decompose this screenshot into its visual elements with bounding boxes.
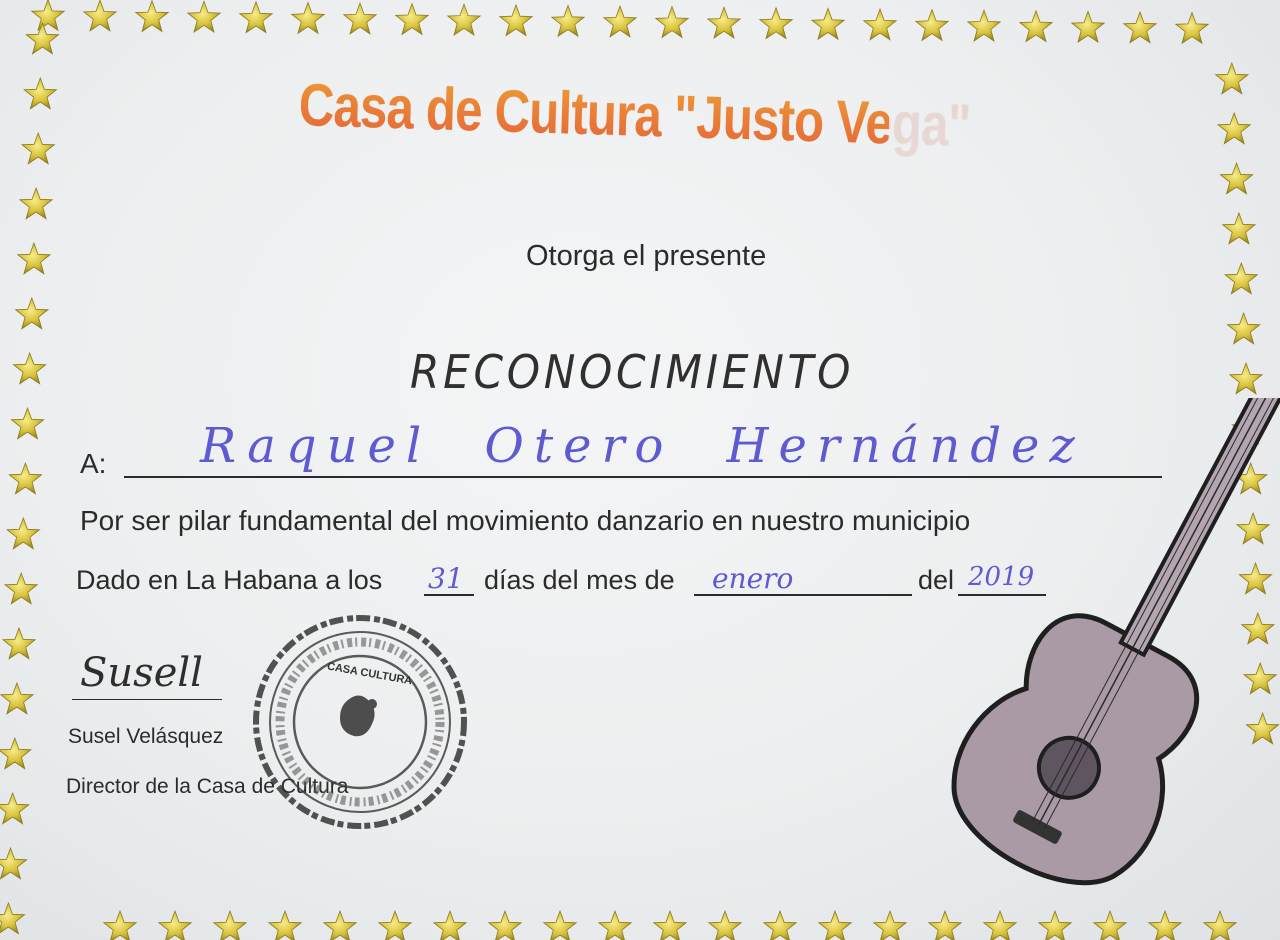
gold-star-icon xyxy=(7,518,39,549)
gold-star-icon xyxy=(0,738,31,769)
gold-star-icon xyxy=(448,4,480,35)
gold-star-icon xyxy=(24,78,56,109)
gold-star-icon xyxy=(0,848,27,879)
gold-star-icon xyxy=(1072,11,1104,42)
certificate-heading: RECONOCIMIENTO xyxy=(410,345,855,399)
gold-star-icon xyxy=(32,0,64,30)
gold-star-icon xyxy=(11,408,43,439)
gold-star-icon xyxy=(0,903,25,934)
reason-text: Por ser pilar fundamental del movimiento danzario en nuestro municipio xyxy=(80,505,971,536)
gold-star-icon xyxy=(1228,313,1260,344)
gold-star-icon xyxy=(1020,11,1052,42)
gold-star-icon xyxy=(240,2,272,33)
recipient-label: A: xyxy=(80,448,107,479)
gold-star-icon xyxy=(1230,363,1262,394)
seal-text: CASA CULTURA xyxy=(326,660,414,688)
signature: Susell xyxy=(80,650,203,696)
gold-star-icon xyxy=(396,4,428,35)
gold-star-icon xyxy=(709,911,741,940)
gold-star-icon xyxy=(434,911,466,940)
gold-star-icon xyxy=(0,793,29,824)
gold-star-icon xyxy=(604,6,636,37)
gold-star-icon xyxy=(18,243,50,274)
guitar-icon xyxy=(935,398,1280,940)
gold-star-icon xyxy=(379,911,411,940)
gold-star-icon xyxy=(1223,213,1255,244)
date-prefix: Dado en La Habana a los xyxy=(76,565,383,595)
gold-star-icon xyxy=(269,911,301,940)
gold-star-icon xyxy=(136,1,168,32)
gold-star-icon xyxy=(656,7,688,38)
gold-star-icon xyxy=(812,8,844,39)
gold-star-icon xyxy=(3,628,35,659)
gold-star-icon xyxy=(1176,13,1208,44)
date-day: 31 xyxy=(428,562,464,595)
recipient-name: Raquel Otero Hernández xyxy=(200,418,1085,474)
stamp-seal-icon xyxy=(248,612,476,834)
gold-star-icon xyxy=(292,3,324,34)
gold-star-icon xyxy=(874,911,906,940)
gold-star-icon xyxy=(188,1,220,32)
gold-star-icon xyxy=(552,6,584,37)
gold-star-icon xyxy=(544,911,576,940)
gold-star-icon xyxy=(916,10,948,41)
gold-star-icon xyxy=(1216,63,1248,94)
date-middle: días del mes de xyxy=(484,565,675,595)
gold-star-icon xyxy=(654,911,686,940)
gold-star-icon xyxy=(324,911,356,940)
gold-star-icon xyxy=(159,911,191,940)
gold-star-icon xyxy=(489,911,521,940)
gold-star-icon xyxy=(968,10,1000,41)
intro-text: Otorga el presente xyxy=(526,240,767,272)
gold-star-icon xyxy=(764,911,796,940)
date-year: 2019 xyxy=(968,562,1035,592)
institution-title: Casa de Cultura "Justo Vega" xyxy=(297,70,972,160)
gold-star-icon xyxy=(819,911,851,940)
signature-line xyxy=(72,699,222,700)
date-year-label: del xyxy=(918,565,955,595)
gold-star-icon xyxy=(344,3,376,34)
gold-star-icon xyxy=(214,911,246,940)
date-month: enero xyxy=(712,562,794,595)
gold-star-icon xyxy=(864,9,896,40)
gold-star-icon xyxy=(1218,113,1250,144)
gold-star-icon xyxy=(599,911,631,940)
gold-star-icon xyxy=(14,353,46,384)
gold-star-icon xyxy=(16,298,48,329)
signer-name: Susel Velásquez xyxy=(68,725,224,748)
gold-star-icon xyxy=(20,188,52,219)
gold-star-icon xyxy=(708,7,740,38)
gold-star-icon xyxy=(1,683,33,714)
gold-star-icon xyxy=(1220,163,1252,194)
gold-star-icon xyxy=(1124,12,1156,43)
signer-title: Director de la Casa de Cultura xyxy=(66,775,349,798)
gold-star-icon xyxy=(104,911,136,940)
gold-star-icon xyxy=(5,573,37,604)
gold-star-icon xyxy=(22,133,54,164)
gold-star-icon xyxy=(760,8,792,39)
gold-star-icon xyxy=(9,463,41,494)
gold-star-icon xyxy=(1225,263,1257,294)
gold-star-icon xyxy=(500,5,532,36)
gold-star-icon xyxy=(84,0,116,31)
